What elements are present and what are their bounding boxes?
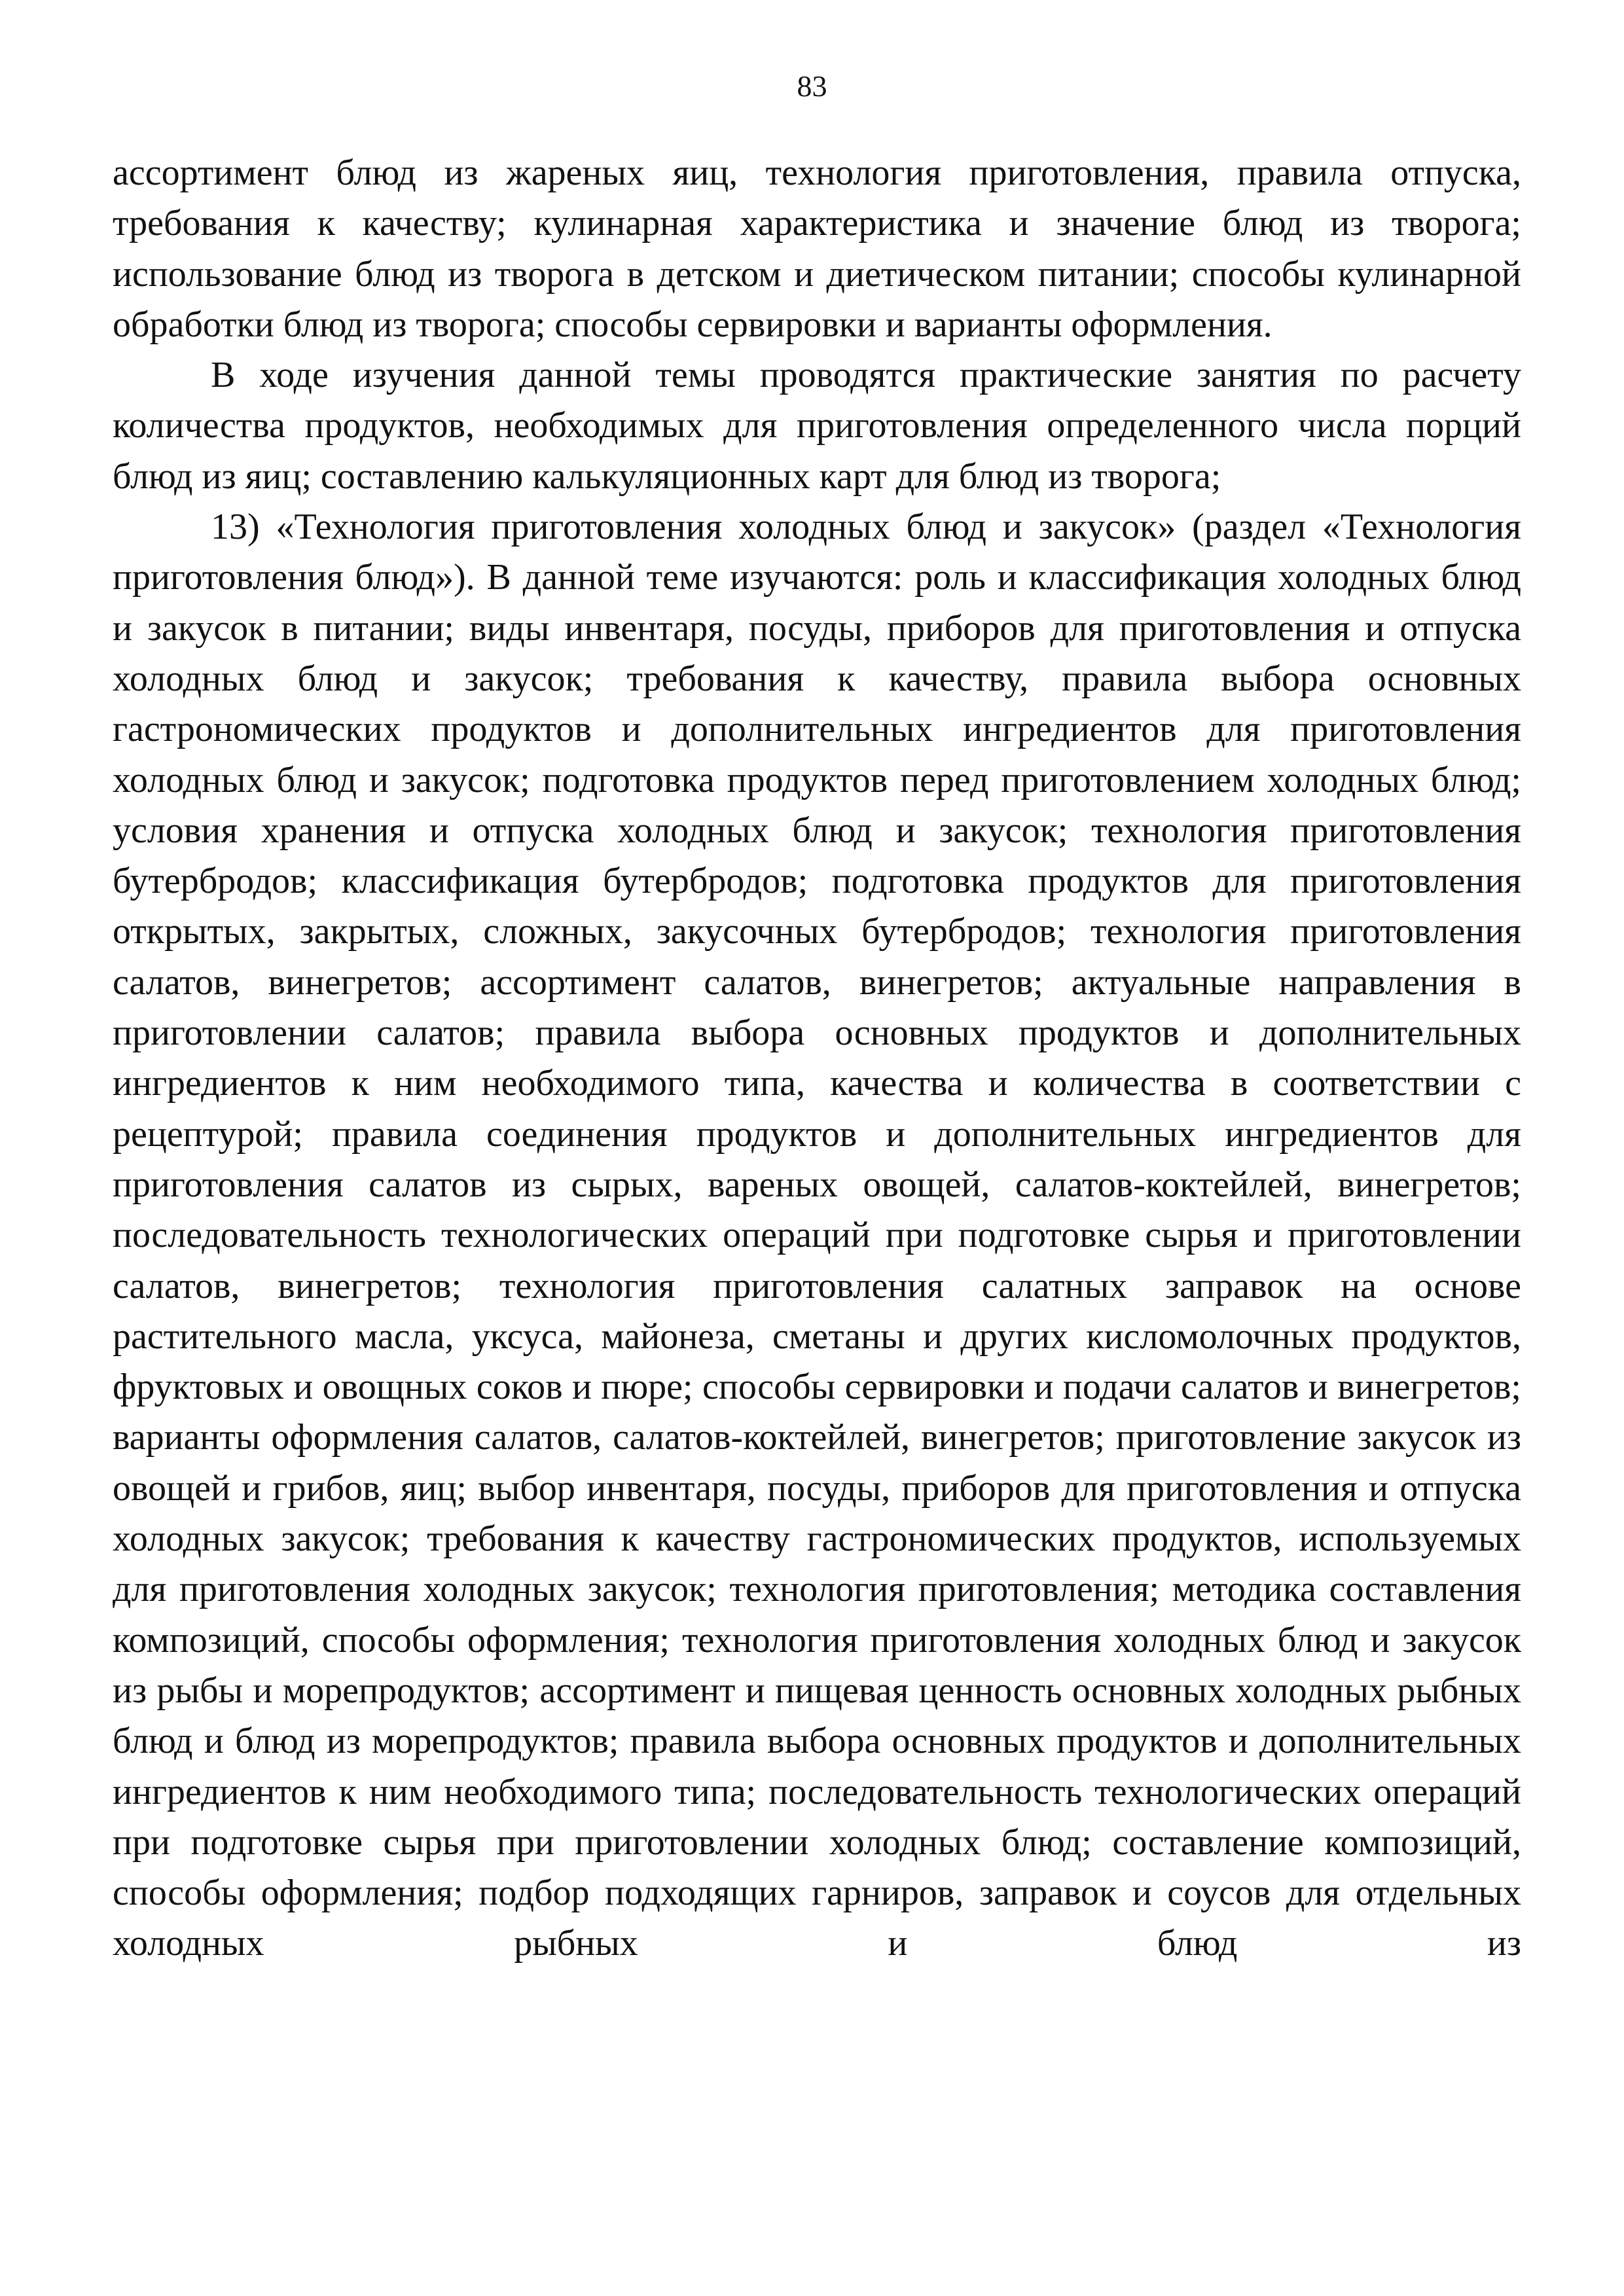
page-number: 83 xyxy=(797,69,827,103)
paragraph-cold-dishes-topic: 13) «Технология приготовления холодных блюд и закусок» (раздел «Технология приготовления блюд»). В данной теме изучаются: роль и классификация холодных блюд и закусок в питании; виды инвентаря, посуды, приборов для приготовления и отпуска холодных блюд и закусок; требования к качеству, правила выбора основных гастрономических продуктов и дополнительных ингредиентов для приготовления холодных блюд и закусок; подготовка продуктов перед приготовлением холодных блюд; условия хранения и отпуска холодных блюд и закусок; технология приготовления бутербродов; классификация бутербродов; подготовка продуктов для приготовления открытых, закрытых, сложных, закусочных бутербродов; технология приготовления салатов, винегретов; ассортимент салатов, винегретов; актуальные направления в приготовлении салатов; правила выбора основных продуктов и дополнительных ингредиентов к ним необходимого типа, качества и количества в соответствии с рецептурой; правила соединения продуктов и дополнительных ингредиентов для приготовления салатов из сырых, вареных овощей, салатов-коктейлей, винегретов; последовательность технологических операций при подготовке сырья и приготовлении салатов, винегретов; технология приготовления салатных заправок на основе растительного масла, уксуса, майонеза, сметаны и других кисломолочных продуктов, фруктовых и овощных соков и пюре; способы сервировки и подачи салатов и винегретов; варианты оформления салатов, салатов-коктейлей, винегретов; приготовление закусок из овощей и грибов, яиц; выбор инвентаря, посуды, приборов для приготовления и отпуска холодных закусок; требования к качеству гастрономических продуктов, используемых для приготовления холодных закусок; технология приготовления; методика составления композиций, способы оформления; технология приготовления холодных блюд и закусок из рыбы и морепродуктов; ассортимент и пищевая ценность основных холодных рыбных блюд и блюд из морепродуктов; правила выбора основных продуктов и дополнительных ингредиентов к ним необходимого типа; последовательность технологических операций при подготовке сырья при приготовлении холодных блюд; составление композиций, способы оформления; подбор подходящих гарниров, заправок и соусов для отдельных холодных рыбных и блюд из xyxy=(113,507,1521,1964)
paragraph-practical-lessons: В ходе изучения данной темы проводятся практические занятия по расчету количества продуктов, необходимых для приготовления определенного числа порций блюд из яиц; составлению калькуляционных карт для блюд из творога; xyxy=(113,355,1521,497)
paragraph-egg-curd-dishes: ассортимент блюд из жареных яиц, технология приготовления, правила отпуска, требования к качеству; кулинарная характеристика и значение блюд из творога; использование блюд из творога в детском и диетическом питании; способы кулинарной обработки блюд из творога; способы сервировки и варианты оформления. xyxy=(113,152,1521,345)
body-text xyxy=(113,148,1521,1969)
